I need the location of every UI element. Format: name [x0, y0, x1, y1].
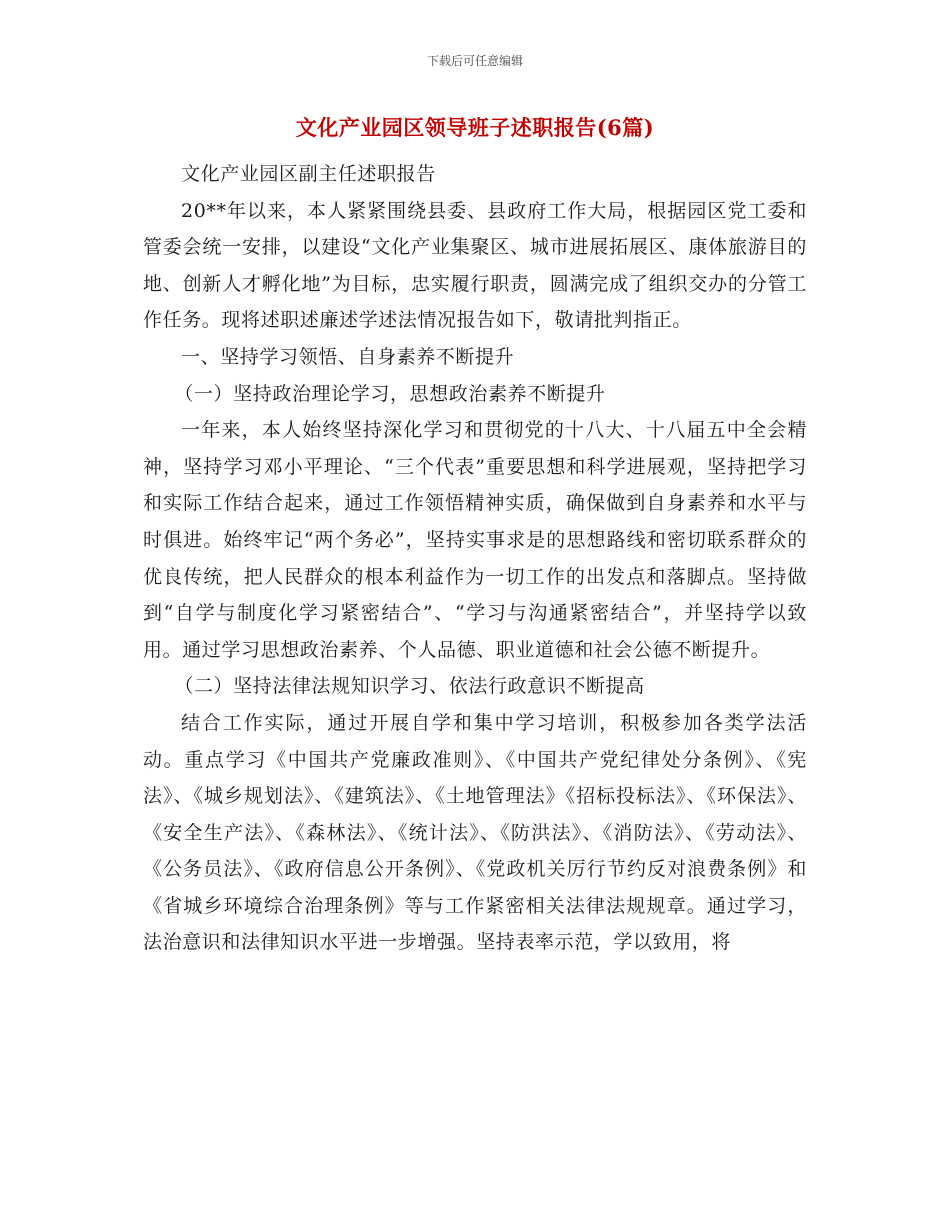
- document-body: [143, 156, 807, 961]
- document-title: 文化产业园区领导班子述职报告(6篇): [295, 115, 655, 140]
- subsection-heading-1: （一）坚持政治理论学习，思想政治素养不断提升: [174, 382, 606, 405]
- subtitle-paragraph: 文化产业园区副主任述职报告: [181, 163, 436, 185]
- body-paragraph-2: 结合工作实际，通过开展自学和集中学习培训，积极参加各类学法活动。重点学习《中国共产党廉政准则》、《中国共产党纪律处分条例》、《宪法》、《城乡规划法》、《建筑法》、《土地管理法》《招标投标法》、《环保法》、《安全生产法》、《森林法》、《统计法》、《防洪法》、《消防法》、《劳动法》、《公务员法》、《政府信息公开条例》、《党政机关厉行节约反对浪费条例》和《省城乡环境综合治理条例》等与工作紧密相关法律法规规章。通过学习，法治意识和法律知识水平进一步增强。坚持表率示范，学以致用，将: [143, 711, 807, 954]
- page-header-note: 下载后可任意编辑: [426, 54, 523, 68]
- section-heading-1: 一、坚持学习领悟、自身素养不断提升: [181, 345, 515, 368]
- body-paragraph-1: 一年来，本人始终坚持深化学习和贯彻党的十八大、十八届五中全会精神，坚持学习邓小平理论、“三个代表”重要思想和科学进展观，坚持把学习和实际工作结合起来，通过工作领悟精神实质，确保做到自身素养和水平与时俱进。始终牢记“两个务必”，坚持实事求是的思想路线和密切联系群众的优良传统，把人民群众的根本利益作为一切工作的出发点和落脚点。坚持做到“自学与制度化学习紧密结合”、“学习与沟通紧密结合”，并坚持学以致用。通过学习思想政治素养、个人品德、职业道德和社会公德不断提升。: [143, 419, 807, 661]
- intro-paragraph: 20**年以来，本人紧紧围绕县委、县政府工作大局，根据园区党工委和管委会统一安排，以建设“文化产业集聚区、城市进展拓展区、康体旅游目的地、创新人才孵化地”为目标，忠实履行职责，圆满完成了组织交办的分管工作任务。现将述职述廉述学述法情况报告如下，敬请批判指正。: [143, 199, 807, 332]
- subsection-heading-2: （二）坚持法律法规知识学习、依法行政意识不断提高: [174, 675, 645, 698]
